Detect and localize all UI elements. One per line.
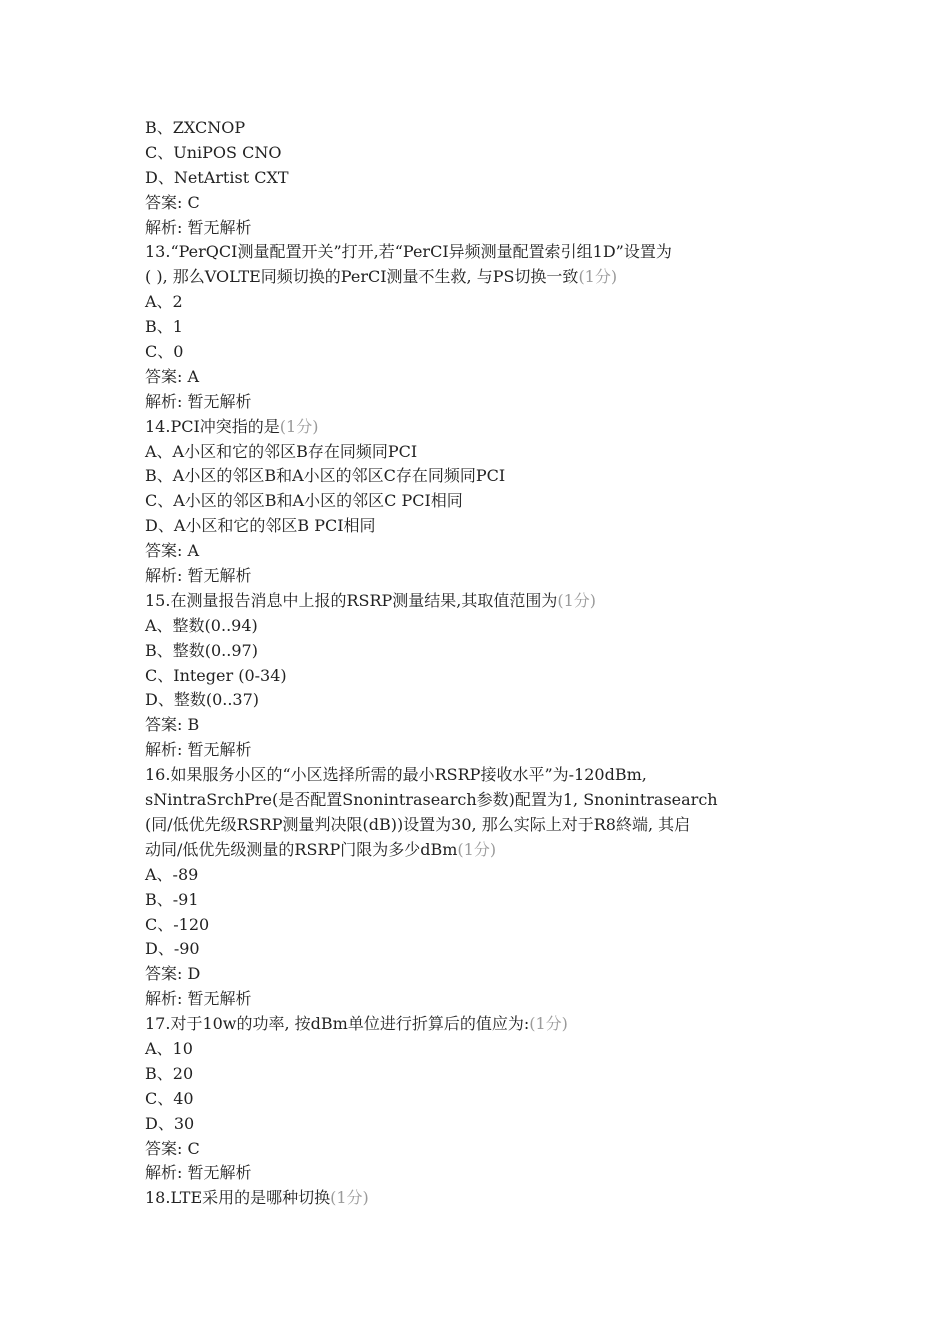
- score-label: (1分): [330, 1188, 369, 1208]
- text-line: [145, 639, 825, 664]
- text-line: [145, 788, 825, 813]
- text-line: [145, 315, 825, 340]
- line-text: C、0: [145, 342, 184, 362]
- line-text: B、整数(0..97): [145, 640, 258, 660]
- line-text: 13.“PerQCI测量配置开关”打开,若“PerCI异频测量配置索引组1D”设置为: [145, 242, 672, 262]
- line-text: ( ), 那么VOLTE同频切换的PerCI测量不生救, 与PS切换一致: [145, 267, 579, 287]
- line-text: 答案: D: [145, 964, 201, 984]
- line-text: (同/低优先级RSRP测量判决限(dB))设置为30, 那么实际上对于R8終端, 其启: [145, 814, 691, 834]
- text-line: [145, 539, 825, 564]
- text-line: [145, 166, 825, 191]
- line-text: 14.PCI冲突指的是: [145, 416, 280, 436]
- line-text: D、NetArtist CXT: [145, 167, 289, 187]
- text-line: [145, 937, 825, 962]
- text-line: [145, 116, 825, 141]
- line-text: A、2: [145, 292, 183, 312]
- text-line: [145, 390, 825, 415]
- line-text: B、A小区的邻区B和A小区的邻区C存在同频同PCI: [145, 466, 506, 486]
- line-text: 解析: 暂无解析: [145, 1163, 252, 1183]
- line-text: 动同/低优先级测量的RSRP门限为多少dBm: [145, 839, 458, 859]
- line-text: C、-120: [145, 914, 210, 934]
- line-text: 解析: 暂无解析: [145, 391, 252, 411]
- score-label: (1分): [578, 267, 618, 287]
- text-line: [145, 589, 825, 614]
- text-line: [145, 962, 825, 987]
- text-line: [145, 365, 825, 390]
- line-text: B、1: [145, 317, 183, 337]
- line-text: C、40: [145, 1088, 194, 1108]
- line-text: D、整数(0..37): [145, 690, 260, 710]
- line-text: B、20: [145, 1063, 194, 1083]
- text-line: [145, 888, 825, 913]
- text-line: [145, 614, 825, 639]
- text-line: [145, 191, 825, 216]
- text-line: [145, 1012, 825, 1037]
- text-line: [145, 240, 825, 265]
- line-text: C、UniPOS CNO: [145, 142, 282, 162]
- text-line: [145, 1037, 825, 1062]
- text-line: [145, 987, 825, 1012]
- line-text: A、-89: [145, 864, 199, 884]
- score-label: (1分): [279, 416, 319, 436]
- text-line: [145, 1186, 825, 1211]
- text-line: [145, 514, 825, 539]
- score-label: (1分): [457, 839, 497, 859]
- line-text: sNintraSrchPre(是否配置Snonintrasearch参数)配置为1, Snonintrasearch: [145, 790, 718, 810]
- text-line: [145, 1112, 825, 1137]
- line-text: 18.LTE采用的是哪种切换: [145, 1188, 331, 1208]
- text-line: [145, 688, 825, 713]
- text-line: [145, 265, 825, 290]
- text-line: [145, 464, 825, 489]
- text-line: [145, 564, 825, 589]
- line-text: 答案: A: [145, 541, 200, 561]
- line-text: D、A小区和它的邻区B PCI相同: [145, 516, 376, 536]
- line-text: 解析: 暂无解析: [145, 217, 252, 237]
- line-text: D、-90: [145, 939, 200, 959]
- line-text: 15.在测量报告消息中上报的RSRP测量结果,其取值范围为: [145, 590, 558, 610]
- line-text: 答案: C: [145, 192, 200, 212]
- text-line: [145, 216, 825, 241]
- text-line: [145, 913, 825, 938]
- line-text: 17.对于10w的功率, 按dBm单位进行折算后的值应为:: [145, 1014, 530, 1034]
- text-line: [145, 813, 825, 838]
- line-text: A、10: [145, 1038, 193, 1058]
- text-line: [145, 664, 825, 689]
- line-text: 解析: 暂无解析: [145, 740, 252, 760]
- line-text: 答案: A: [145, 366, 200, 386]
- line-text: B、ZXCNOP: [145, 118, 246, 137]
- score-label: (1分): [529, 1014, 568, 1034]
- text-line: [145, 763, 825, 788]
- score-label: (1分): [557, 590, 597, 610]
- text-line: [145, 340, 825, 365]
- text-line: [145, 1087, 825, 1112]
- line-text: 解析: 暂无解析: [145, 989, 252, 1009]
- line-text: 答案: B: [145, 715, 200, 735]
- line-text: A、整数(0..94): [145, 615, 258, 635]
- text-line: [145, 141, 825, 166]
- text-line: [145, 838, 825, 863]
- line-text: 16.如果服务小区的“小区选择所需的最小RSRP接收水平”为-120dBm,: [145, 765, 647, 785]
- text-line: [145, 738, 825, 763]
- text-line: [145, 713, 825, 738]
- text-line: [145, 290, 825, 315]
- line-text: 答案: C: [145, 1138, 200, 1158]
- question-list: [145, 116, 825, 1211]
- text-line: [145, 1137, 825, 1162]
- text-line: [145, 863, 825, 888]
- line-text: C、A小区的邻区B和A小区的邻区C PCI相同: [145, 491, 463, 511]
- line-text: A、A小区和它的邻区B存在同频同PCI: [145, 441, 418, 461]
- text-line: [145, 1062, 825, 1087]
- line-text: 解析: 暂无解析: [145, 566, 252, 586]
- text-line: [145, 415, 825, 440]
- line-text: B、-91: [145, 889, 199, 909]
- text-line: [145, 440, 825, 465]
- line-text: C、Integer (0-34): [145, 665, 287, 685]
- text-line: [145, 489, 825, 514]
- line-text: D、30: [145, 1113, 195, 1133]
- text-line: [145, 1161, 825, 1186]
